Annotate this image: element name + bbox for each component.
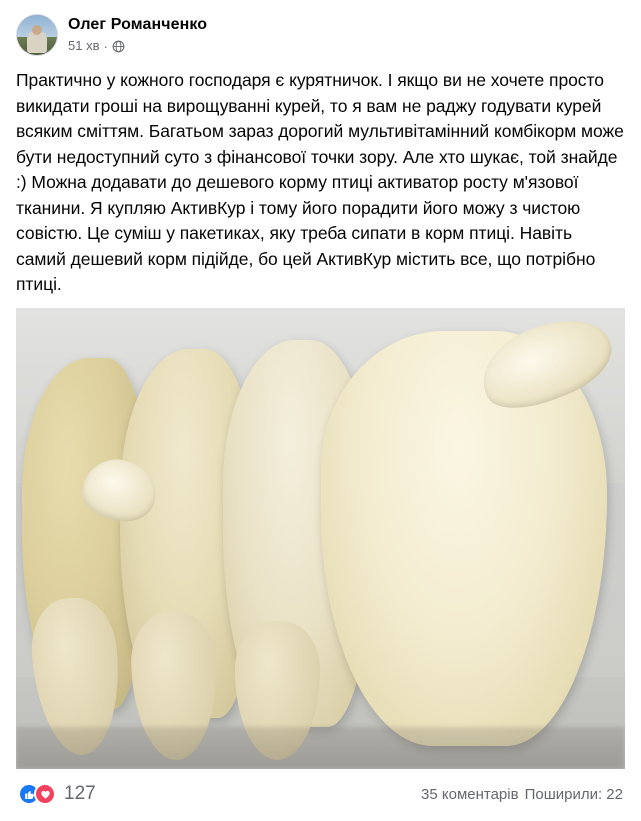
- shares-count[interactable]: Поширили: 22: [524, 785, 623, 803]
- meta-separator: ·: [103, 38, 108, 54]
- post-photo-container[interactable]: [0, 308, 641, 770]
- reaction-count: 127: [64, 783, 96, 804]
- post-author-name[interactable]: Олег Романченко: [68, 16, 208, 33]
- reactions-summary[interactable]: [18, 783, 96, 805]
- avatar-head: [32, 25, 42, 35]
- post-header: [0, 0, 641, 62]
- post-footer: [0, 769, 641, 821]
- post-text: Практично у кожного господаря є курятничок. І якщо ви не хочете просто викидати гроші на вирощуванні курей, то я вам не раджу годувати курей всяким сміттям. Багатьом зараз дорогий мультивітамінний комбікорм може бути недоступний суто з фінансової точки зору. Але хто шукає, той знайде :) Можна додавати до дешевого корму птиці активатор росту м'язової тканини. Я купляю АктивКур і тому його порадити його можу з чистою совістю. Це суміш у пакетиках, яку треба сипати в корм птиці. Навіть самий дешевий корм підійде, бо цей АктивКур містить все, що потрібно птиці.: [16, 70, 629, 294]
- heart-icon: [34, 783, 56, 805]
- post-meta: [68, 38, 207, 54]
- post-photo[interactable]: [16, 308, 625, 770]
- globe-icon: [112, 40, 125, 53]
- comments-count[interactable]: 35 коментарів: [421, 785, 519, 803]
- post-counts: [421, 786, 623, 803]
- post-header-text: [68, 14, 207, 54]
- post-timestamp[interactable]: 51 хв: [68, 38, 100, 53]
- avatar[interactable]: [16, 14, 58, 56]
- photo-foreground-shadow: [16, 727, 625, 769]
